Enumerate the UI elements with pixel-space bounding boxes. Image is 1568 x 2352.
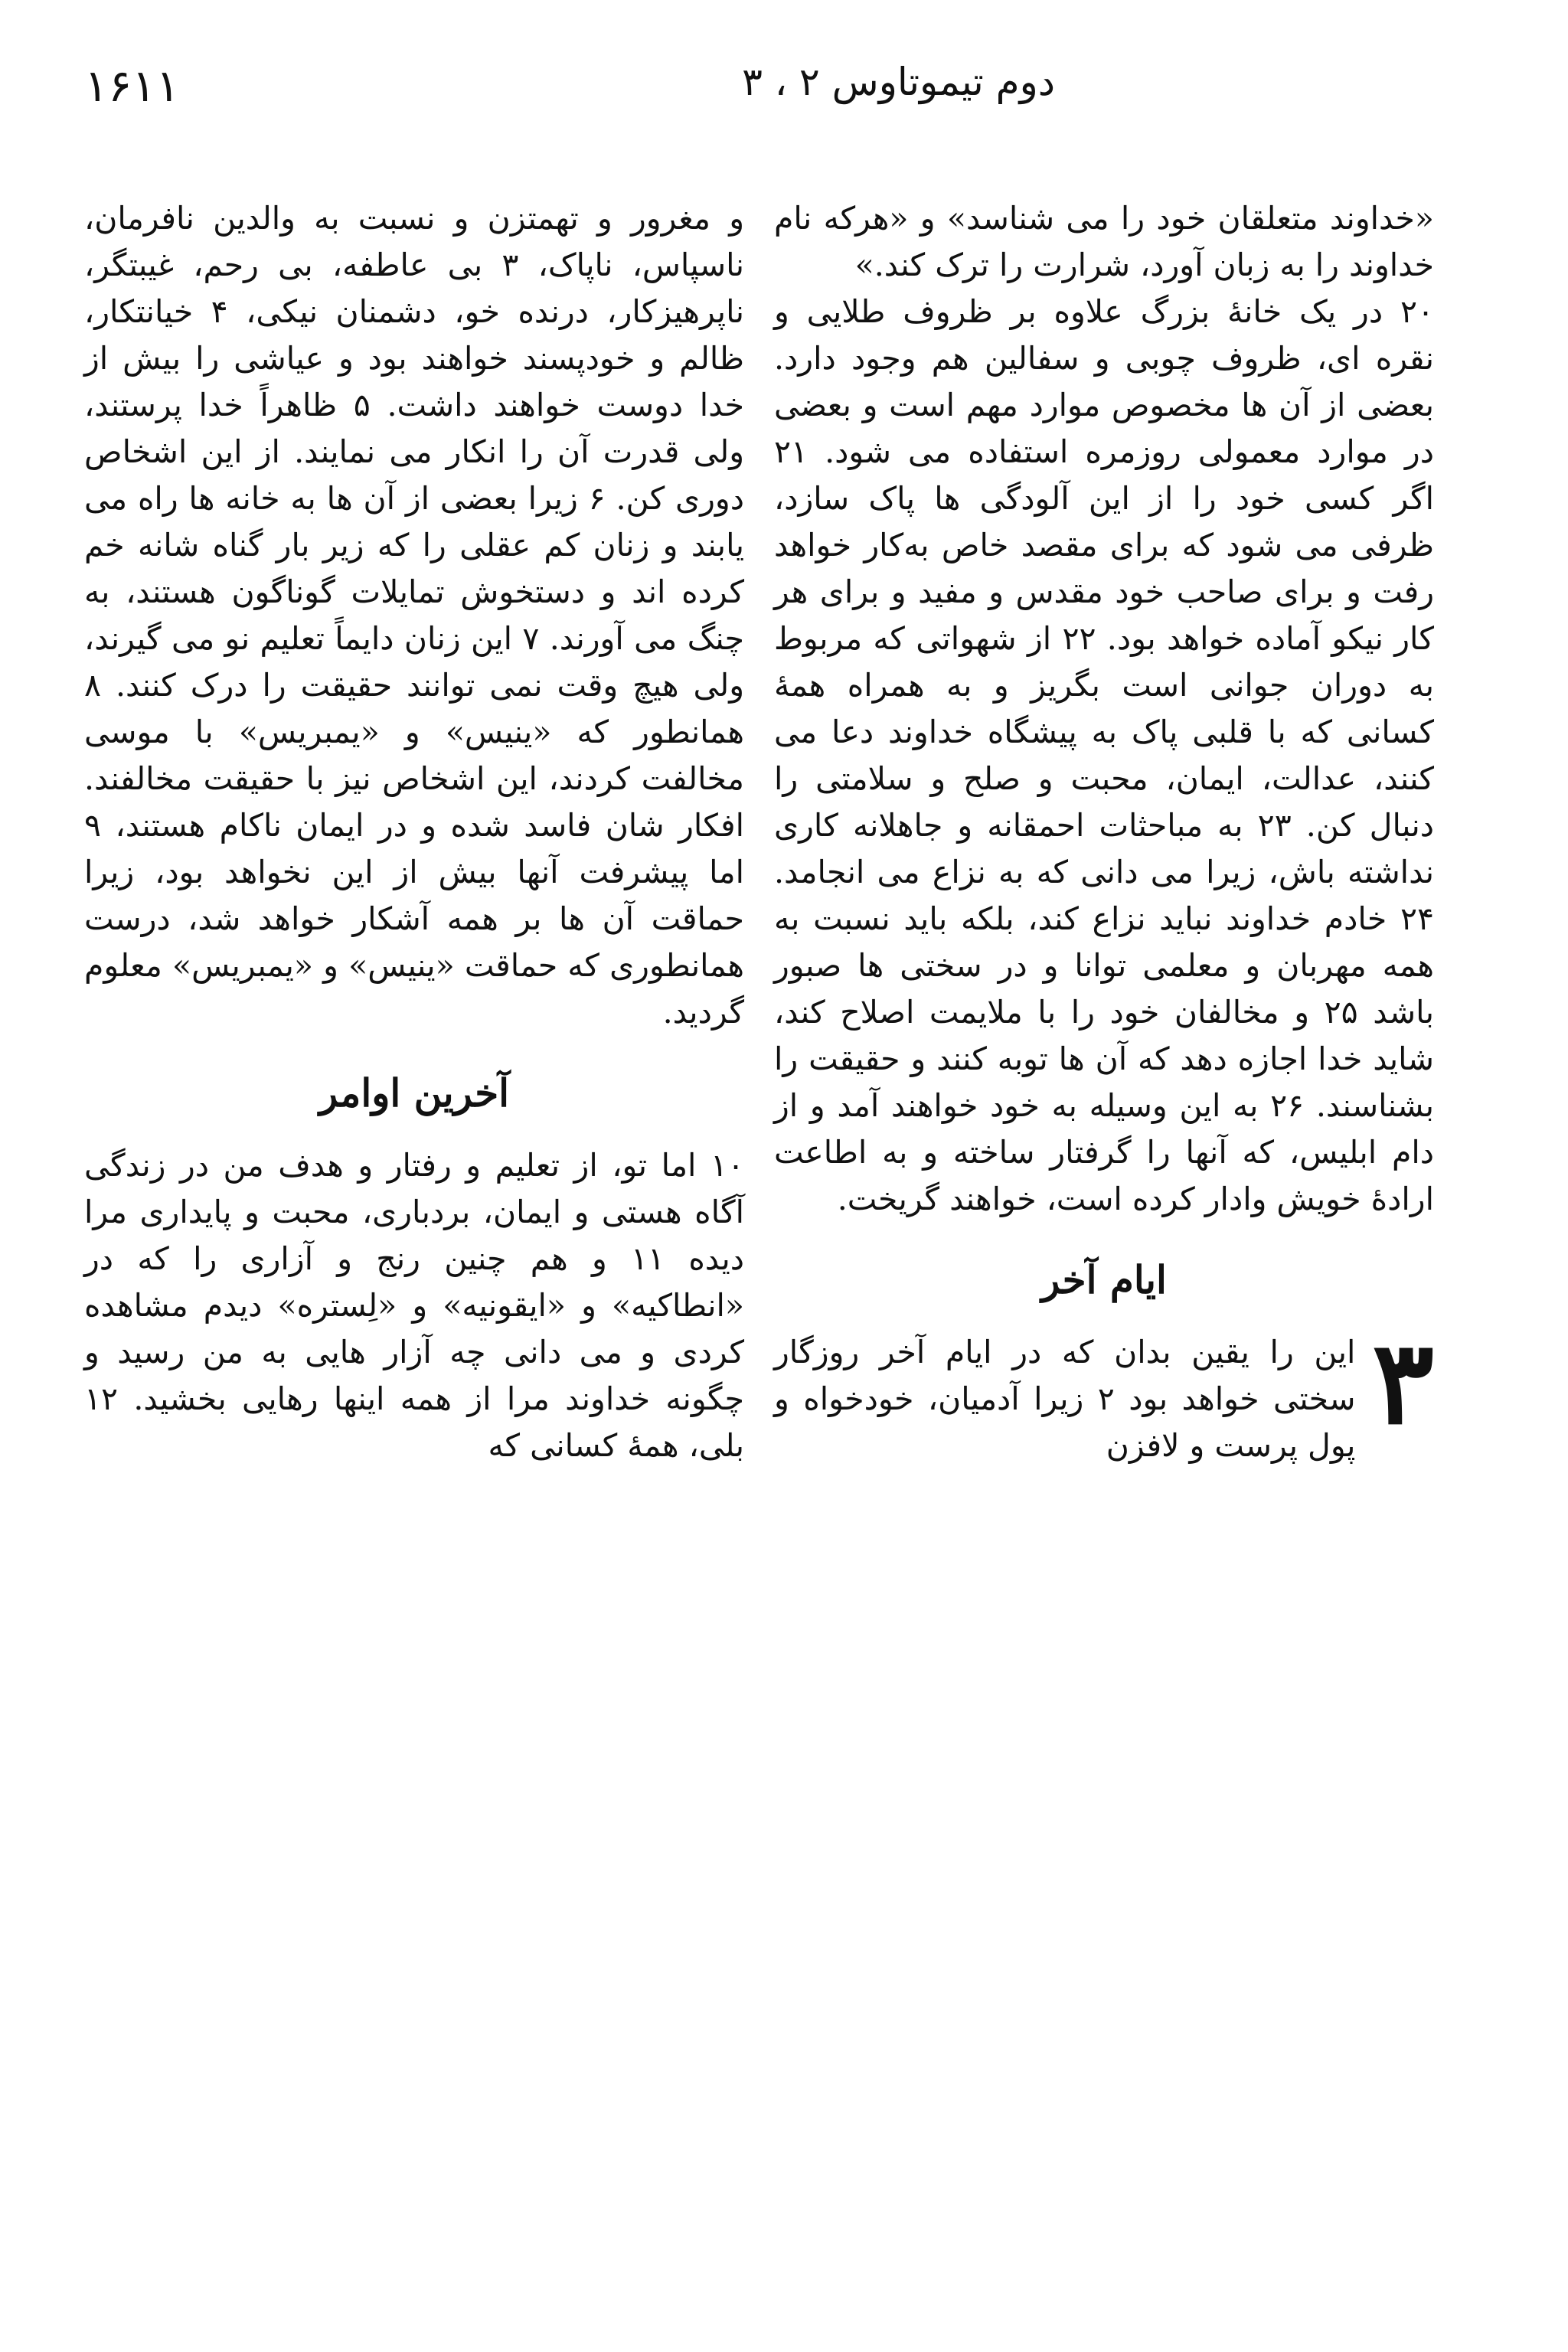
section-heading: ایام آخر xyxy=(1041,1257,1167,1302)
running-title: دوم تیموتاوس ۲ ، ۳ xyxy=(742,60,1055,104)
paragraph: ۱۰ اما تو، از تعلیم و رفتار و هدف من در زندگی آگاه هستی و ایمان، بردباری، محبت و پایداری مرا دیده ۱۱ و هم چنین رنج و آزاری را که در «انطاکیه» و «ایقونیه» و «لِستره» دیدم مشاهده کردی و می دانی چه آزار هایی به من رسید و چگونه خداوند مرا از همه اینها رهایی بخشید. ۱۲ بلی، همهٔ کسانی که xyxy=(84,1147,744,1464)
paragraph: ۲۰ در یک خانهٔ بزرگ علاوه بر ظروف طلایی و نقره ای، ظروف چوبی و سفالین هم وجود دارد. بعضی از آن ها مخصوص موارد مهم است و بعضی در موارد معمولی روزمره استفاده می شود. ۲۱ اگر کسی خود را از این آلودگی ها پاک سازد، ظرفی می شود که برای مقصد خاص به‌کار خواهد رفت و برای صاحب خود مقدس و مفید و برای هر کار نیکو آماده خواهد بود. ۲۲ از شهواتی که مربوط به دوران جوانی است بگریز و به همراه همهٔ کسانی که با قلبی پاک به پیشگاه خداوند دعا می کنند، عدالت، ایمان، محبت و صلح و سلامتی را دنبال کن. ۲۳ به مباحثات احمقانه و جاهلانه کاری نداشته باش، زیرا می دانی که به نزاع می انجامد. ۲۴ خادم خداوند نباید نزاع کند، بلکه باید نسبت به همه مهربان و معلمی توانا و در سختی ها صبور باشد ۲۵ و مخالفان خود را با ملایمت اصلاح کند، شاید خدا اجازه دهد که آن ها توبه کنند و حقیقت را بشناسند. ۲۶ به این وسیله به خود خواهند آمد و از دام ابلیس، که آنها را گرفتار ساخته و به اطاعت ارادهٔ خویش وادار کرده است، خواهند گریخت. xyxy=(774,293,1435,1217)
page-header xyxy=(84,60,1484,129)
section-heading: آخرین اوامر xyxy=(318,1070,510,1116)
chapter-paragraph xyxy=(774,1315,1434,1469)
page-number: ۱۶۱۱ xyxy=(84,60,180,112)
paragraph: و مغرور و تهمتزن و نسبت به والدین نافرمان، ناسپاس، ناپاک، ۳ بی عاطفه، بی رحم، غیبتگر، ناپرهیزکار، درنده خو، دشمنان نیکی، ۴ خیانتکار، ظالم و خودپسند خواهند بود و عیاشی را بیش از خدا دوست خواهند داشت. ۵ ظاهراً خدا پرستند، ولی قدرت آن را انکار می نمایند. از این اشخاص دوری کن. ۶ زیرا بعضی از آن ها به خانه ها راه می یابند و زنان کم عقلی را که زیر بار گناه شانه خم کرده اند و دستخوش تمایلات گوناگون هستند، به چنگ می آورند. ۷ این زنان دایماً تعلیم نو می گیرند، ولی هیچ وقت نمی توانند حقیقت را درک کنند. ۸ همانطور که «ینیس» و «یمبریس» با موسی مخالفت کردند، این اشخاص نیز با حقیقت مخالفند. افکار شان فاسد شده و در ایمان ناکام هستند، ۹ اما پیشرفت آنها بیش از این نخواهد بود، زیرا حماقت آن ها بر همه آشکار خواهد شد، درست همانطوری که حماقت «ینیس» و «یمبریس» معلوم گردید. xyxy=(84,200,744,1031)
right-column xyxy=(774,195,1434,1469)
paragraph-text: این را یقین بدان که در ایام آخر روزگار سختی خواهد بود ۲ زیرا آدمیان، خودخواه و پول پرست و لافزن xyxy=(774,1334,1356,1464)
paragraph: «خداوند متعلقان خود را می شناسد» و «هرکه نام خداوند را به زبان آورد، شرارت را ترک کند.» xyxy=(774,200,1434,283)
chapter-number: ۳ xyxy=(1372,1315,1434,1450)
left-column xyxy=(84,195,744,1469)
